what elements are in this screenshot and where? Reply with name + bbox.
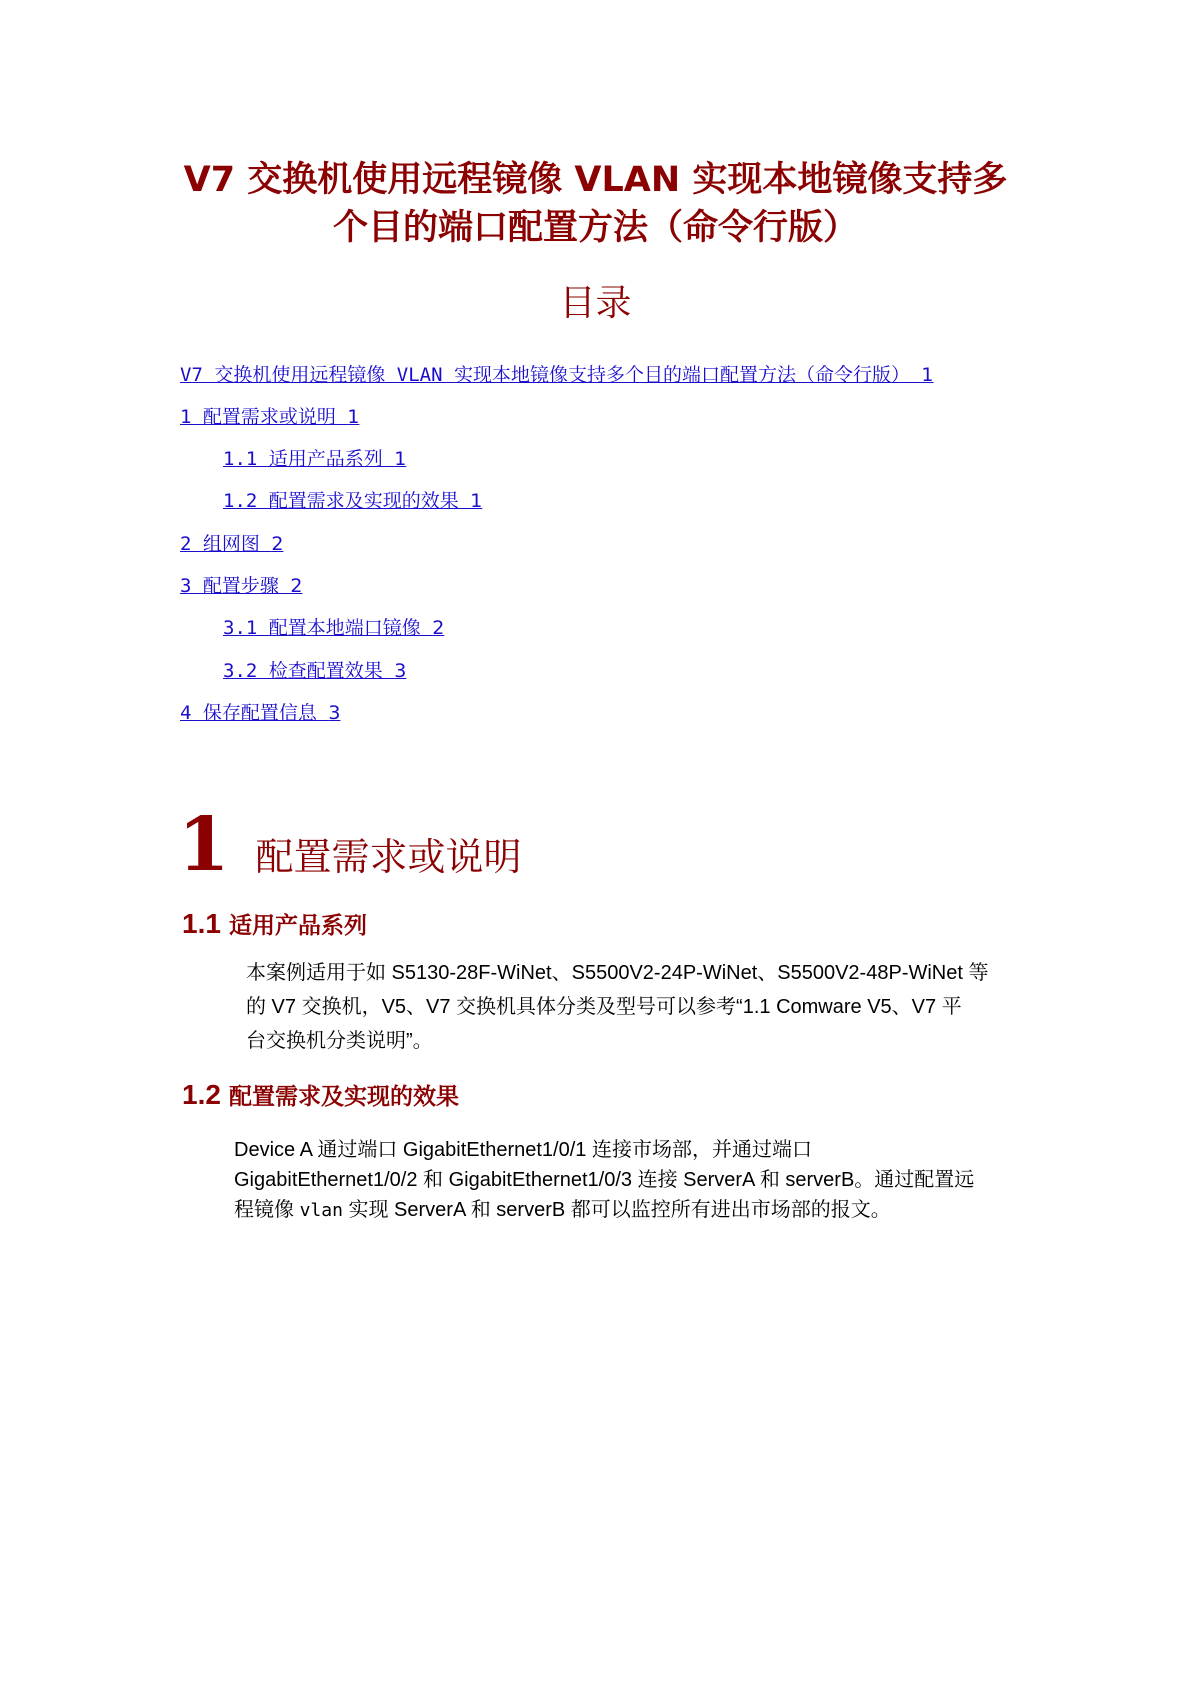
toc-page-number: 1 [921,364,934,386]
toc-link-section-3-2[interactable] [223,659,406,683]
document-title [150,156,1041,252]
paragraph-line: Device A 通过端口 GigabitEthernet1/0/1 连接市场部，并通过端口 [234,1139,812,1161]
toc-page-number: 3 [394,660,407,682]
toc-link-chapter-2[interactable] [180,532,283,556]
chapter-1-heading [178,802,522,888]
code-keyword: vlan [299,1200,343,1221]
section-number: 1.1 [182,908,221,939]
section-title: 配置需求及实现的效果 [228,1084,459,1110]
chapter-number: 1 [178,802,230,888]
section-1-2-paragraph [234,1135,974,1226]
toc-link-text: 1.1 适用产品系列 [223,448,395,470]
toc-link-text: 2 组网图 [180,533,272,555]
toc-heading: 目录 [559,283,632,324]
toc-page-number: 3 [328,702,341,724]
toc-page-number: 2 [271,533,284,555]
toc-link-text: 3 配置步骤 [180,575,291,597]
section-1-1-heading [182,907,367,940]
paragraph-line: 的 V7 交换机，V5、V7 交换机具体分类及型号可以参考“1.1 Comware V5、V7 平 [246,996,962,1018]
paragraph-line: 台交换机分类说明”。 [246,1030,433,1052]
toc-link-section-3-1[interactable] [223,616,444,640]
toc-link-text: 4 保存配置信息 [180,702,329,724]
text-fragment: 程镜像 [234,1199,300,1221]
toc-page-number: 2 [290,575,303,597]
section-1-1-paragraph [246,956,988,1058]
toc-page-number: 2 [432,617,445,639]
toc-link-text: 3.2 检查配置效果 [223,660,395,682]
toc-link-chapter-4[interactable] [180,701,340,725]
section-number: 1.2 [182,1079,221,1110]
section-1-2-heading [182,1078,459,1111]
toc-page-number: 1 [347,406,360,428]
toc-link-chapter-1[interactable] [180,405,359,429]
section-title: 适用产品系列 [228,913,367,939]
document-title-line-1: V7 交换机使用远程镜像 VLAN 实现本地镜像支持多 [183,160,1008,200]
paragraph-line: 本案例适用于如 S5130-28F-WiNet、S5500V2-24P-WiNet、S5500V2-48P-WiNet 等 [246,962,989,984]
toc-link-text: 1.2 配置需求及实现的效果 [223,490,471,512]
toc-page-number: 1 [394,448,407,470]
toc-link-chapter-3[interactable] [180,574,302,598]
paragraph-line: GigabitEthernet1/0/2 和 GigabitEthernet1/0/3 连接 ServerA 和 serverB。通过配置远 [234,1169,975,1191]
toc-link-section-1-1[interactable] [223,447,406,471]
document-title-line-2: 个目的端口配置方法（命令行版） [332,208,858,248]
toc-link-section-1-2[interactable] [223,489,482,513]
toc-link-text: 3.1 配置本地端口镜像 [223,617,433,639]
toc-page-number: 1 [470,490,483,512]
chapter-title: 配置需求或说明 [255,835,522,879]
toc-link-text: 1 配置需求或说明 [180,406,348,428]
toc-link-text: V7 交换机使用远程镜像 VLAN 实现本地镜像支持多个目的端口配置方法（命令行版） [180,364,922,386]
paragraph-line [234,1195,974,1226]
toc-link-document-title[interactable] [180,363,934,387]
text-fragment: 实现 ServerA 和 serverB 都可以监控所有进出市场部的报文。 [342,1199,891,1221]
